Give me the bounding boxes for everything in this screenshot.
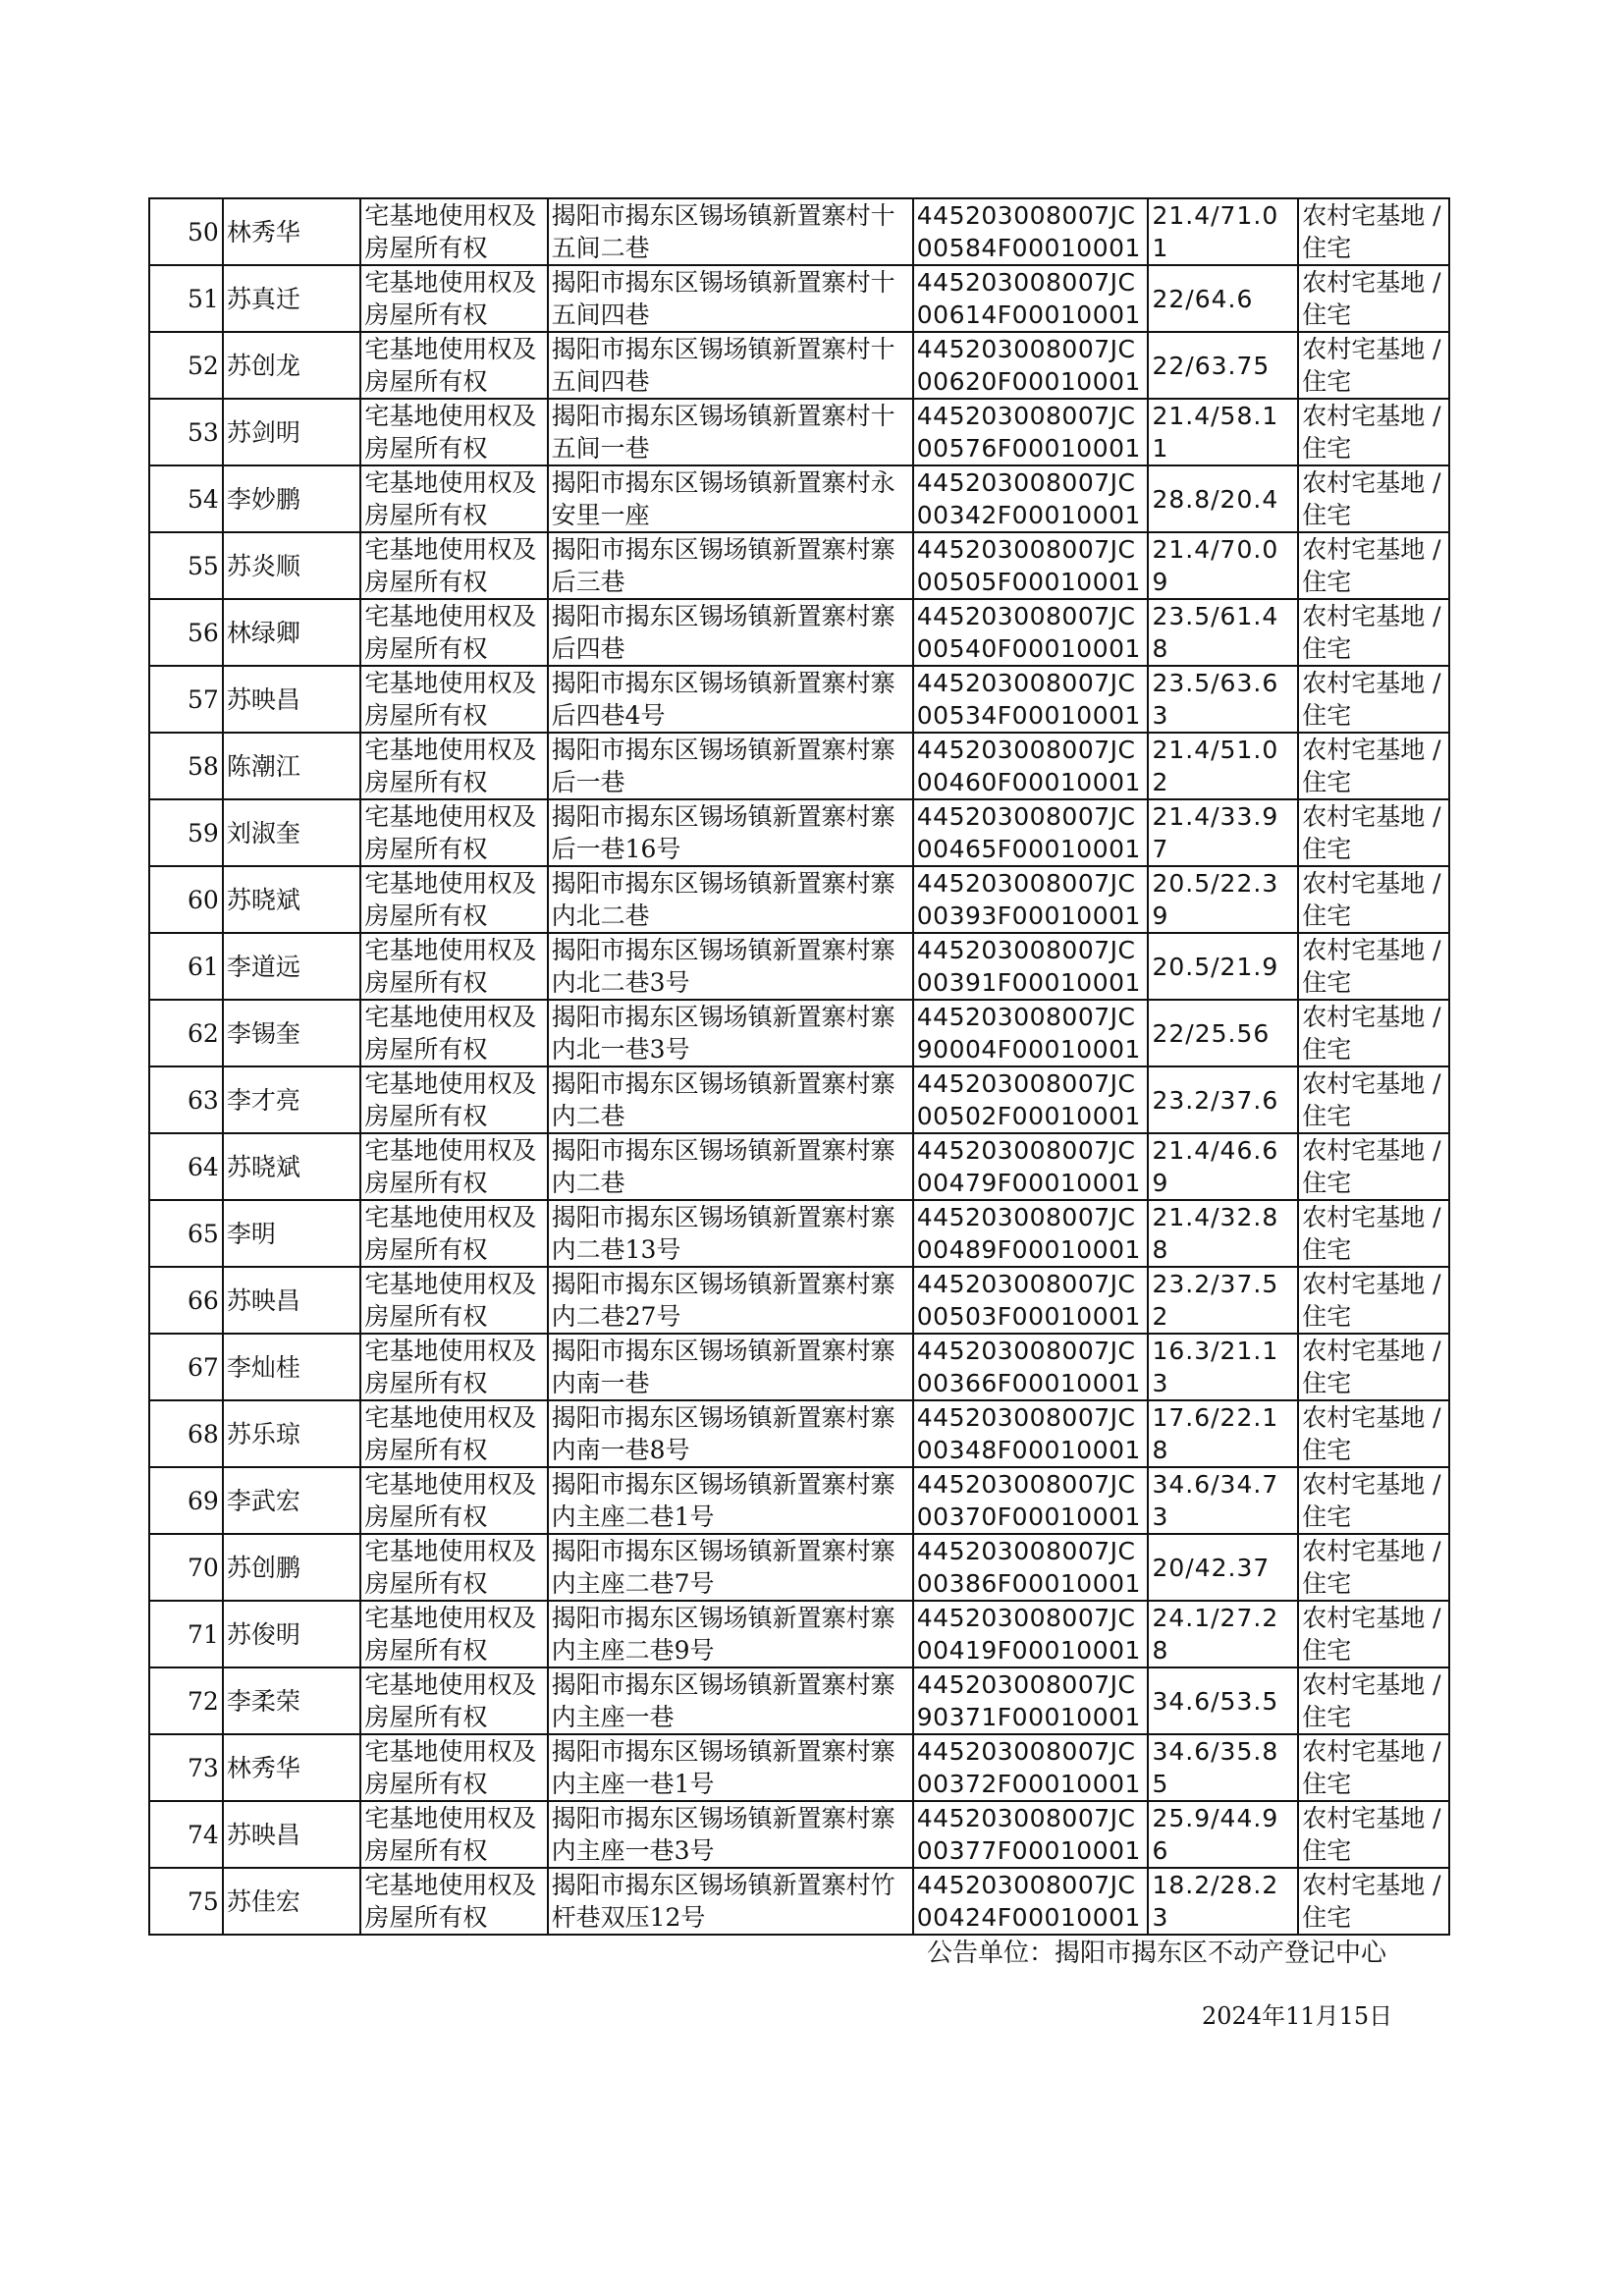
area-cell: 17.6/22.18 — [1148, 1400, 1298, 1467]
row-number-cell: 63 — [149, 1066, 223, 1133]
table-row — [149, 1133, 1449, 1200]
area-cell: 20.5/21.9 — [1148, 933, 1298, 1000]
unit-number-cell: 445203008007JC00342F00010001 — [913, 465, 1149, 532]
land-use-cell: 农村宅基地 / 住宅 — [1298, 866, 1449, 933]
unit-number-cell: 445203008007JC90004F00010001 — [913, 1000, 1149, 1066]
owner-name-cell: 李明 — [223, 1200, 361, 1267]
row-number-cell: 69 — [149, 1467, 223, 1534]
area-cell: 21.4/46.69 — [1148, 1133, 1298, 1200]
land-use-cell: 农村宅基地 / 住宅 — [1298, 1334, 1449, 1400]
owner-name-cell: 苏创龙 — [223, 332, 361, 399]
table-row — [149, 1467, 1449, 1534]
location-cell: 揭阳市揭东区锡场镇新置寨村寨后三巷 — [548, 532, 913, 599]
row-number-cell: 74 — [149, 1801, 223, 1868]
table-row — [149, 1734, 1449, 1801]
area-cell: 21.4/71.01 — [1148, 198, 1298, 265]
table-row — [149, 332, 1449, 399]
land-use-cell: 农村宅基地 / 住宅 — [1298, 1801, 1449, 1868]
right-type-cell: 宅基地使用权及房屋所有权 — [360, 399, 547, 465]
area-cell: 21.4/33.97 — [1148, 799, 1298, 866]
land-use-cell: 农村宅基地 / 住宅 — [1298, 465, 1449, 532]
location-cell: 揭阳市揭东区锡场镇新置寨村寨后一巷 — [548, 733, 913, 799]
row-number-cell: 68 — [149, 1400, 223, 1467]
right-type-cell: 宅基地使用权及房屋所有权 — [360, 1868, 547, 1935]
row-number-cell: 55 — [149, 532, 223, 599]
owner-name-cell: 苏剑明 — [223, 399, 361, 465]
area-cell: 23.5/63.63 — [1148, 666, 1298, 733]
row-number-cell: 60 — [149, 866, 223, 933]
location-cell: 揭阳市揭东区锡场镇新置寨村十五间二巷 — [548, 198, 913, 265]
owner-name-cell: 刘淑奎 — [223, 799, 361, 866]
unit-number-cell: 445203008007JC00391F00010001 — [913, 933, 1149, 1000]
row-number-cell: 52 — [149, 332, 223, 399]
location-cell: 揭阳市揭东区锡场镇新置寨村寨内北一巷3号 — [548, 1000, 913, 1066]
table-row — [149, 1334, 1449, 1400]
unit-number-cell: 445203008007JC00386F00010001 — [913, 1534, 1149, 1601]
location-cell: 揭阳市揭东区锡场镇新置寨村寨内北二巷 — [548, 866, 913, 933]
owner-name-cell: 李道远 — [223, 933, 361, 1000]
table-row — [149, 1601, 1449, 1667]
unit-number-cell: 445203008007JC00348F00010001 — [913, 1400, 1149, 1467]
land-use-cell: 农村宅基地 / 住宅 — [1298, 1734, 1449, 1801]
land-use-cell: 农村宅基地 / 住宅 — [1298, 265, 1449, 332]
row-number-cell: 54 — [149, 465, 223, 532]
table-row — [149, 733, 1449, 799]
location-cell: 揭阳市揭东区锡场镇新置寨村寨内二巷 — [548, 1066, 913, 1133]
right-type-cell: 宅基地使用权及房屋所有权 — [360, 1601, 547, 1667]
owner-name-cell: 林绿卿 — [223, 599, 361, 666]
unit-number-cell: 445203008007JC90371F00010001 — [913, 1667, 1149, 1734]
right-type-cell: 宅基地使用权及房屋所有权 — [360, 265, 547, 332]
unit-number-cell: 445203008007JC00620F00010001 — [913, 332, 1149, 399]
location-cell: 揭阳市揭东区锡场镇新置寨村寨内主座二巷9号 — [548, 1601, 913, 1667]
right-type-cell: 宅基地使用权及房屋所有权 — [360, 1400, 547, 1467]
right-type-cell: 宅基地使用权及房屋所有权 — [360, 1267, 547, 1334]
land-use-cell: 农村宅基地 / 住宅 — [1298, 1133, 1449, 1200]
row-number-cell: 73 — [149, 1734, 223, 1801]
owner-name-cell: 苏佳宏 — [223, 1868, 361, 1935]
row-number-cell: 58 — [149, 733, 223, 799]
location-cell: 揭阳市揭东区锡场镇新置寨村十五间一巷 — [548, 399, 913, 465]
owner-name-cell: 苏映昌 — [223, 1267, 361, 1334]
right-type-cell: 宅基地使用权及房屋所有权 — [360, 933, 547, 1000]
land-use-cell: 农村宅基地 / 住宅 — [1298, 1200, 1449, 1267]
land-use-cell: 农村宅基地 / 住宅 — [1298, 1400, 1449, 1467]
location-cell: 揭阳市揭东区锡场镇新置寨村十五间四巷 — [548, 265, 913, 332]
owner-name-cell: 李柔荣 — [223, 1667, 361, 1734]
row-number-cell: 59 — [149, 799, 223, 866]
table-row — [149, 265, 1449, 332]
area-cell: 22/64.6 — [1148, 265, 1298, 332]
area-cell: 21.4/32.88 — [1148, 1200, 1298, 1267]
owner-name-cell: 李才亮 — [223, 1066, 361, 1133]
area-cell: 34.6/35.85 — [1148, 1734, 1298, 1801]
unit-number-cell: 445203008007JC00614F00010001 — [913, 265, 1149, 332]
land-use-cell: 农村宅基地 / 住宅 — [1298, 1667, 1449, 1734]
right-type-cell: 宅基地使用权及房屋所有权 — [360, 332, 547, 399]
owner-name-cell: 苏晓斌 — [223, 866, 361, 933]
table-row — [149, 666, 1449, 733]
right-type-cell: 宅基地使用权及房屋所有权 — [360, 599, 547, 666]
right-type-cell: 宅基地使用权及房屋所有权 — [360, 1133, 547, 1200]
right-type-cell: 宅基地使用权及房屋所有权 — [360, 1534, 547, 1601]
unit-number-cell: 445203008007JC00503F00010001 — [913, 1267, 1149, 1334]
right-type-cell: 宅基地使用权及房屋所有权 — [360, 799, 547, 866]
area-cell: 23.5/61.48 — [1148, 599, 1298, 666]
land-use-cell: 农村宅基地 / 住宅 — [1298, 1000, 1449, 1066]
right-type-cell: 宅基地使用权及房屋所有权 — [360, 1334, 547, 1400]
location-cell: 揭阳市揭东区锡场镇新置寨村寨内二巷27号 — [548, 1267, 913, 1334]
row-number-cell: 61 — [149, 933, 223, 1000]
right-type-cell: 宅基地使用权及房屋所有权 — [360, 666, 547, 733]
land-use-cell: 农村宅基地 / 住宅 — [1298, 1066, 1449, 1133]
area-cell: 21.4/58.11 — [1148, 399, 1298, 465]
row-number-cell: 53 — [149, 399, 223, 465]
table-row — [149, 1400, 1449, 1467]
table-row — [149, 866, 1449, 933]
owner-name-cell: 苏俊明 — [223, 1601, 361, 1667]
table-row — [149, 1801, 1449, 1868]
owner-name-cell: 苏乐琼 — [223, 1400, 361, 1467]
land-use-cell: 农村宅基地 / 住宅 — [1298, 1534, 1449, 1601]
location-cell: 揭阳市揭东区锡场镇新置寨村寨内主座一巷1号 — [548, 1734, 913, 1801]
owner-name-cell: 苏映昌 — [223, 1801, 361, 1868]
owner-name-cell: 苏真迁 — [223, 265, 361, 332]
right-type-cell: 宅基地使用权及房屋所有权 — [360, 1667, 547, 1734]
unit-number-cell: 445203008007JC00377F00010001 — [913, 1801, 1149, 1868]
land-use-cell: 农村宅基地 / 住宅 — [1298, 399, 1449, 465]
owner-name-cell: 苏映昌 — [223, 666, 361, 733]
table-row — [149, 933, 1449, 1000]
unit-number-cell: 445203008007JC00479F00010001 — [913, 1133, 1149, 1200]
row-number-cell: 50 — [149, 198, 223, 265]
land-use-cell: 农村宅基地 / 住宅 — [1298, 799, 1449, 866]
row-number-cell: 67 — [149, 1334, 223, 1400]
area-cell: 20/42.37 — [1148, 1534, 1298, 1601]
table-row — [149, 465, 1449, 532]
area-cell: 21.4/70.09 — [1148, 532, 1298, 599]
right-type-cell: 宅基地使用权及房屋所有权 — [360, 1801, 547, 1868]
location-cell: 揭阳市揭东区锡场镇新置寨村寨内主座一巷3号 — [548, 1801, 913, 1868]
row-number-cell: 57 — [149, 666, 223, 733]
location-cell: 揭阳市揭东区锡场镇新置寨村寨内二巷13号 — [548, 1200, 913, 1267]
right-type-cell: 宅基地使用权及房屋所有权 — [360, 866, 547, 933]
unit-number-cell: 445203008007JC00419F00010001 — [913, 1601, 1149, 1667]
land-use-cell: 农村宅基地 / 住宅 — [1298, 1868, 1449, 1935]
owner-name-cell: 李武宏 — [223, 1467, 361, 1534]
row-number-cell: 62 — [149, 1000, 223, 1066]
table-row — [149, 198, 1449, 265]
land-use-cell: 农村宅基地 / 住宅 — [1298, 1267, 1449, 1334]
right-type-cell: 宅基地使用权及房屋所有权 — [360, 465, 547, 532]
location-cell: 揭阳市揭东区锡场镇新置寨村寨后四巷 — [548, 599, 913, 666]
location-cell: 揭阳市揭东区锡场镇新置寨村寨后四巷4号 — [548, 666, 913, 733]
publisher-line: 公告单位：揭阳市揭东区不动产登记中心 — [927, 1939, 1387, 1968]
owner-name-cell: 李妙鹏 — [223, 465, 361, 532]
area-cell: 22/25.56 — [1148, 1000, 1298, 1066]
unit-number-cell: 445203008007JC00502F00010001 — [913, 1066, 1149, 1133]
location-cell: 揭阳市揭东区锡场镇新置寨村竹杆巷双压12号 — [548, 1868, 913, 1935]
row-number-cell: 64 — [149, 1133, 223, 1200]
location-cell: 揭阳市揭东区锡场镇新置寨村寨内北二巷3号 — [548, 933, 913, 1000]
right-type-cell: 宅基地使用权及房屋所有权 — [360, 198, 547, 265]
right-type-cell: 宅基地使用权及房屋所有权 — [360, 1000, 547, 1066]
location-cell: 揭阳市揭东区锡场镇新置寨村永安里一座 — [548, 465, 913, 532]
announcement-date: 2024年11月15日 — [1202, 2002, 1393, 2030]
unit-number-cell: 445203008007JC00424F00010001 — [913, 1868, 1149, 1935]
area-cell: 23.2/37.6 — [1148, 1066, 1298, 1133]
unit-number-cell: 445203008007JC00372F00010001 — [913, 1734, 1149, 1801]
table-row — [149, 1066, 1449, 1133]
owner-name-cell: 林秀华 — [223, 1734, 361, 1801]
location-cell: 揭阳市揭东区锡场镇新置寨村寨内南一巷8号 — [548, 1400, 913, 1467]
area-cell: 34.6/34.73 — [1148, 1467, 1298, 1534]
owner-name-cell: 陈潮江 — [223, 733, 361, 799]
table-row — [149, 799, 1449, 866]
owner-name-cell: 苏创鹏 — [223, 1534, 361, 1601]
table-row — [149, 399, 1449, 465]
row-number-cell: 65 — [149, 1200, 223, 1267]
table-row — [149, 1667, 1449, 1734]
unit-number-cell: 445203008007JC00576F00010001 — [913, 399, 1149, 465]
unit-number-cell: 445203008007JC00366F00010001 — [913, 1334, 1149, 1400]
unit-number-cell: 445203008007JC00505F00010001 — [913, 532, 1149, 599]
row-number-cell: 66 — [149, 1267, 223, 1334]
table-row — [149, 1200, 1449, 1267]
owner-name-cell: 李灿桂 — [223, 1334, 361, 1400]
row-number-cell: 70 — [149, 1534, 223, 1601]
row-number-cell: 72 — [149, 1667, 223, 1734]
land-use-cell: 农村宅基地 / 住宅 — [1298, 198, 1449, 265]
right-type-cell: 宅基地使用权及房屋所有权 — [360, 1734, 547, 1801]
unit-number-cell: 445203008007JC00465F00010001 — [913, 799, 1149, 866]
land-use-cell: 农村宅基地 / 住宅 — [1298, 666, 1449, 733]
area-cell: 24.1/27.28 — [1148, 1601, 1298, 1667]
row-number-cell: 51 — [149, 265, 223, 332]
unit-number-cell: 445203008007JC00584F00010001 — [913, 198, 1149, 265]
area-cell: 20.5/22.39 — [1148, 866, 1298, 933]
location-cell: 揭阳市揭东区锡场镇新置寨村十五间四巷 — [548, 332, 913, 399]
location-cell: 揭阳市揭东区锡场镇新置寨村寨内主座一巷 — [548, 1667, 913, 1734]
table-row — [149, 532, 1449, 599]
right-type-cell: 宅基地使用权及房屋所有权 — [360, 733, 547, 799]
owner-name-cell: 苏晓斌 — [223, 1133, 361, 1200]
table-row — [149, 1868, 1449, 1935]
right-type-cell: 宅基地使用权及房屋所有权 — [360, 1467, 547, 1534]
area-cell: 23.2/37.52 — [1148, 1267, 1298, 1334]
unit-number-cell: 445203008007JC00540F00010001 — [913, 599, 1149, 666]
land-use-cell: 农村宅基地 / 住宅 — [1298, 1467, 1449, 1534]
land-use-cell: 农村宅基地 / 住宅 — [1298, 532, 1449, 599]
owner-name-cell: 李锡奎 — [223, 1000, 361, 1066]
area-cell: 28.8/20.4 — [1148, 465, 1298, 532]
land-use-cell: 农村宅基地 / 住宅 — [1298, 933, 1449, 1000]
row-number-cell: 75 — [149, 1868, 223, 1935]
unit-number-cell: 445203008007JC00534F00010001 — [913, 666, 1149, 733]
owner-name-cell: 林秀华 — [223, 198, 361, 265]
area-cell: 16.3/21.13 — [1148, 1334, 1298, 1400]
location-cell: 揭阳市揭东区锡场镇新置寨村寨内南一巷 — [548, 1334, 913, 1400]
land-use-cell: 农村宅基地 / 住宅 — [1298, 733, 1449, 799]
area-cell: 21.4/51.02 — [1148, 733, 1298, 799]
row-number-cell: 71 — [149, 1601, 223, 1667]
location-cell: 揭阳市揭东区锡场镇新置寨村寨内主座二巷1号 — [548, 1467, 913, 1534]
location-cell: 揭阳市揭东区锡场镇新置寨村寨内主座二巷7号 — [548, 1534, 913, 1601]
registration-table — [148, 197, 1450, 1936]
table-row — [149, 1000, 1449, 1066]
area-cell: 25.9/44.96 — [1148, 1801, 1298, 1868]
owner-name-cell: 苏炎顺 — [223, 532, 361, 599]
unit-number-cell: 445203008007JC00460F00010001 — [913, 733, 1149, 799]
area-cell: 34.6/53.5 — [1148, 1667, 1298, 1734]
land-use-cell: 农村宅基地 / 住宅 — [1298, 332, 1449, 399]
unit-number-cell: 445203008007JC00489F00010001 — [913, 1200, 1149, 1267]
table-body — [149, 198, 1449, 1935]
area-cell: 22/63.75 — [1148, 332, 1298, 399]
right-type-cell: 宅基地使用权及房屋所有权 — [360, 1200, 547, 1267]
location-cell: 揭阳市揭东区锡场镇新置寨村寨内二巷 — [548, 1133, 913, 1200]
land-use-cell: 农村宅基地 / 住宅 — [1298, 1601, 1449, 1667]
unit-number-cell: 445203008007JC00370F00010001 — [913, 1467, 1149, 1534]
row-number-cell: 56 — [149, 599, 223, 666]
land-use-cell: 农村宅基地 / 住宅 — [1298, 599, 1449, 666]
right-type-cell: 宅基地使用权及房屋所有权 — [360, 532, 547, 599]
table-row — [149, 599, 1449, 666]
location-cell: 揭阳市揭东区锡场镇新置寨村寨后一巷16号 — [548, 799, 913, 866]
unit-number-cell: 445203008007JC00393F00010001 — [913, 866, 1149, 933]
area-cell: 18.2/28.23 — [1148, 1868, 1298, 1935]
table-row — [149, 1267, 1449, 1334]
right-type-cell: 宅基地使用权及房屋所有权 — [360, 1066, 547, 1133]
table-row — [149, 1534, 1449, 1601]
